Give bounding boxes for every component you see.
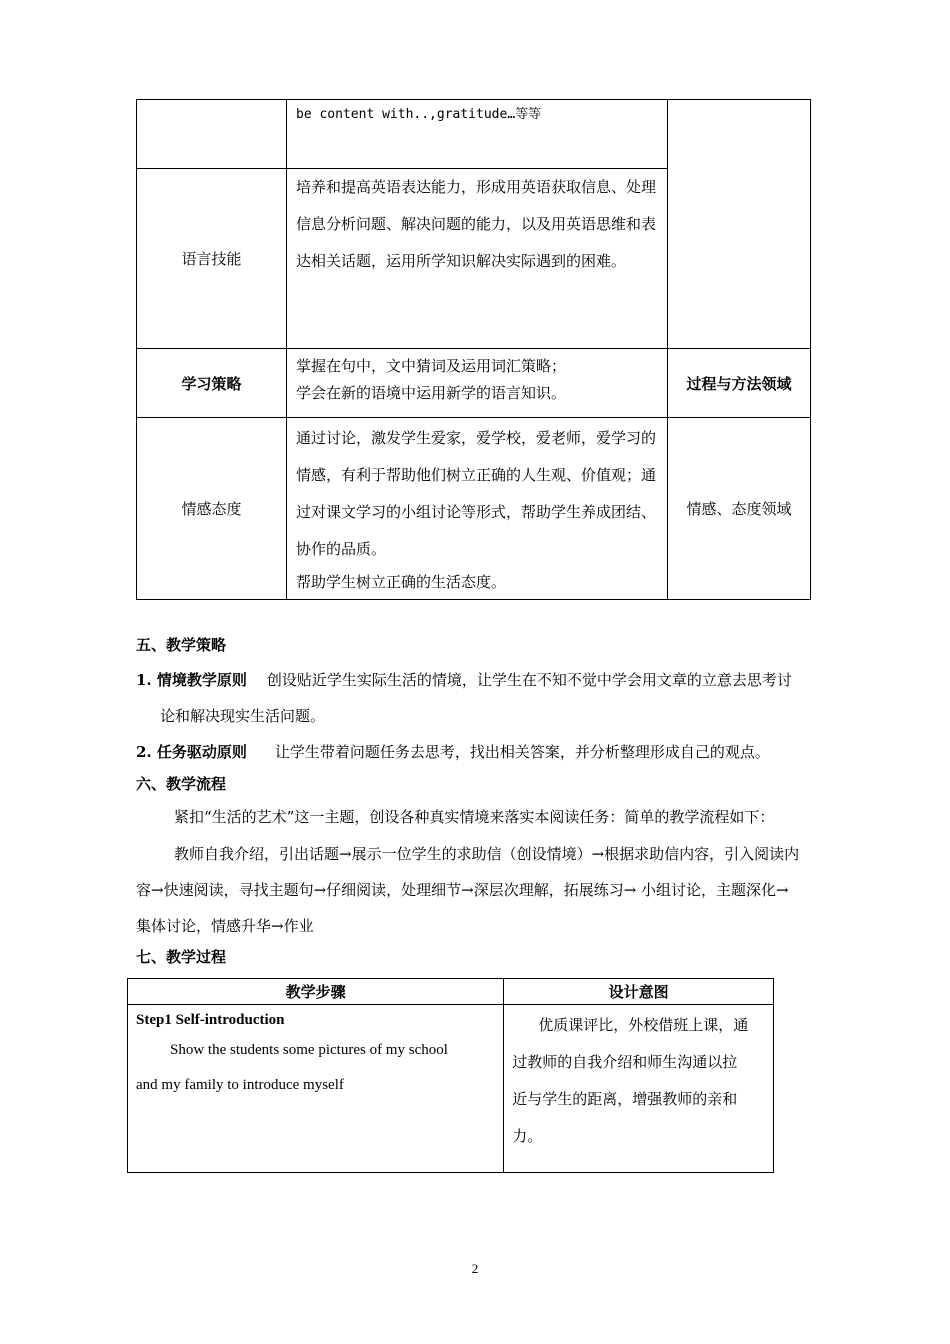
section5-title: 五、教学策略 [136,636,227,654]
section6-para2-line2: 容→快速阅读，寻找主题句→仔细阅读，处理细节→深层次理解，拓展练习→ 小组讨论，主题深化→ [136,881,789,899]
strategy-content-cell: 掌握在句中，文中猜词及运用词汇策略； 学会在新的语境中运用新学的语言知识。 [287,349,668,418]
section6-title: 六、教学流程 [136,775,227,793]
page-number: 2 [471,1261,479,1276]
objectives-table [136,99,811,600]
process-col-steps: 教学步骤 [128,979,504,1005]
strategy-label-cell: 学习策略 [137,349,287,418]
step1-intent-cell: 优质课评比，外校借班上课，通 过教师的自我介绍和师生沟通以拉 近与学生的距离，增强教师的亲和 力。 [504,1005,774,1173]
vocab-label-cell [137,100,287,169]
skills-label-cell: 语言技能 [137,169,287,349]
vocab-content-cell: be content with..,gratitude…等等 [287,100,668,169]
section5-item1: 1. 情境教学原则 创设贴近学生实际生活的情境，让学生在不知不觉中学会用文章的立意去思考讨 [136,671,792,689]
section5-item2: 2. 任务驱动原则 让学生带着问题任务去思考，找出相关答案，并分析整理形成自己的观点。 [136,743,770,761]
process-table [127,978,774,1173]
section6-para2-line1: 教师自我介绍，引出话题→展示一位学生的求助信（创设情境）→根据求助信内容，引入阅读内 [174,845,800,863]
attitude-label-cell: 情感态度 [137,418,287,600]
attitude-content-cell: 通过讨论，激发学生爱家，爱学校，爱老师，爱学习的情感，有利于帮助他们树立正确的人生观、价值观；通过对课文学习的小组讨论等形式，帮助学生养成团结、协作的品质。 帮助学生树立正确的生活态度。 [287,418,668,600]
attitude-domain-cell: 情感、态度领域 [668,418,811,600]
section6-para1: 紧扣“生活的艺术”这一主题，创设各种真实情境来落实本阅读任务：简单的教学流程如下： [174,808,775,826]
step1-cell: Step1 Self-introduction Show the students some pictures of my school and my family to introduce myself [128,1005,504,1173]
section7-title: 七、教学过程 [136,948,227,966]
process-col-intent: 设计意图 [504,979,774,1005]
section6-para2-line3: 集体讨论，情感升华→作业 [136,917,314,935]
strategy-domain-cell: 过程与方法领域 [668,349,811,418]
knowledge-domain-cell [668,100,811,349]
skills-content-cell: 培养和提高英语表达能力，形成用英语获取信息、处理信息分析问题、解决问题的能力，以及用英语思维和表达相关话题，运用所学知识解决实际遇到的困难。 [287,169,668,349]
section5-item1-cont: 论和解决现实生活问题。 [160,707,326,725]
